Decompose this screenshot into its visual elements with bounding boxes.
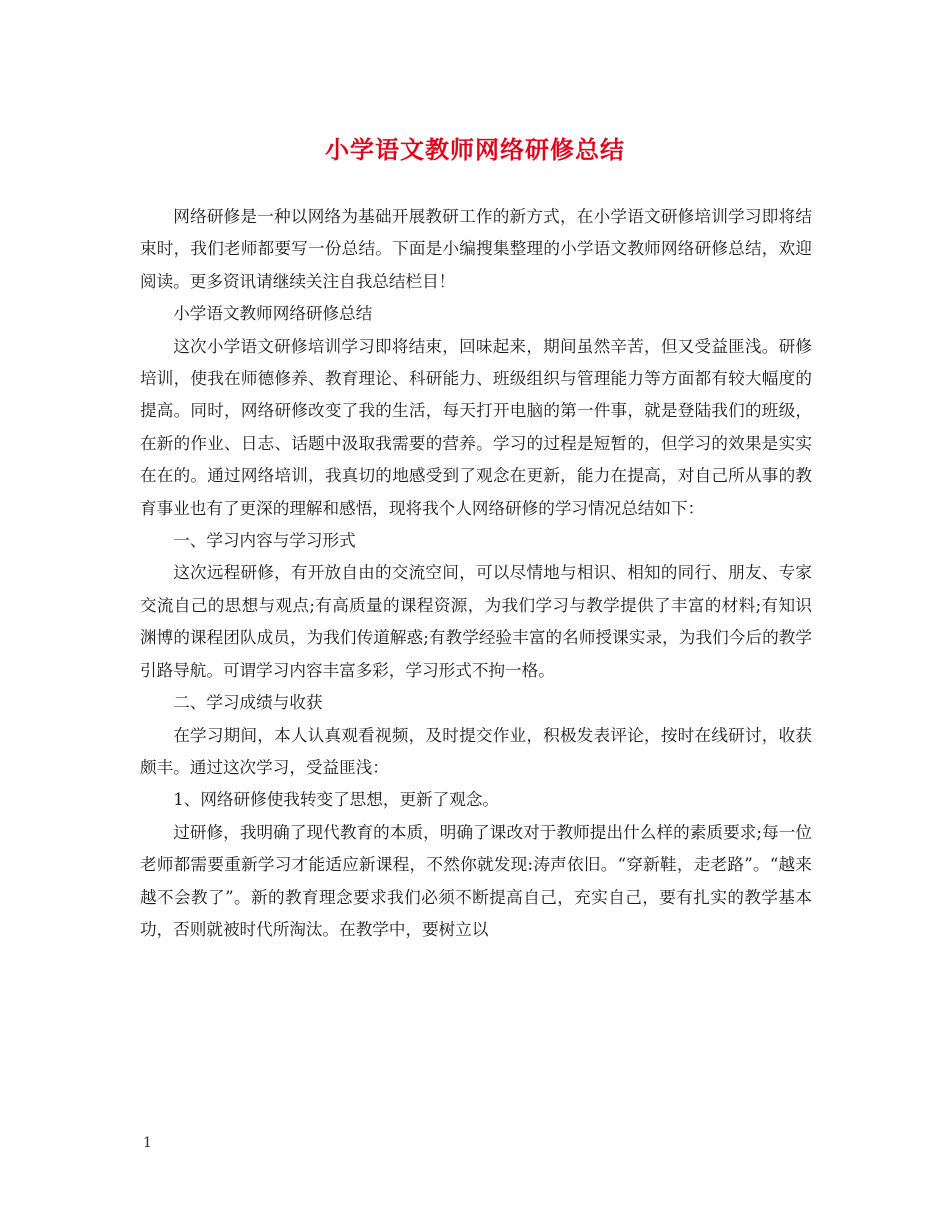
document-body: [140, 201, 812, 946]
section-heading-1: 一、学习内容与学习形式: [173, 531, 356, 551]
paragraph-intro: 网络研修是一种以网络为基础开展教研工作的新方式，在小学语文研修培训学习即将结束时，我们老师都要写一份总结。下面是小编搜集整理的小学语文教师网络研修总结，欢迎阅读。更多资讯请继续关注自我总结栏目！: [140, 207, 812, 291]
section-heading-2: 二、学习成绩与收获: [173, 693, 323, 713]
paragraph-subsection-1: 过研修，我明确了现代教育的本质，明确了课改对于教师提出什么样的素质要求;每一位老师都需要重新学习才能适应新课程，不然你就发现:涛声依旧。“穿新鞋，走老路”。“越来越不会教了”。新的教育理念要求我们必须不断提高自己，充实自己，要有扎实的教学基本功，否则就被时代所淘汰。在教学中，要树立以: [140, 822, 812, 939]
page-number: 1: [143, 1135, 152, 1151]
document-title: 小学语文教师网络研修总结: [325, 135, 625, 164]
subsection-heading-1: 1、网络研修使我转变了思想，更新了观念。: [173, 790, 500, 810]
paragraph-section-1: 这次远程研修，有开放自由的交流空间，可以尽情地与相识、相知的同行、朋友、专家交流自己的思想与观点;有高质量的课程资源，为我们学习与教学提供了丰富的材料;有知识渊博的课程团队成员，为我们传道解惑;有教学经验丰富的名师授课实录，为我们今后的教学引路导航。可谓学习内容丰富多彩，学习形式不拘一格。: [140, 563, 812, 680]
paragraph-overview: 这次小学语文研修培训学习即将结束，回味起来，期间虽然辛苦，但又受益匪浅。研修培训，使我在师德修养、教育理论、科研能力、班级组织与管理能力等方面都有较大幅度的提高。同时，网络研修改变了我的生活，每天打开电脑的第一件事，就是登陆我们的班级，在新的作业、日志、话题中汲取我需要的营养。学习的过程是短暂的，但学习的效果是实实在在的。通过网络培训，我真切的地感受到了观念在更新，能力在提高，对自己所从事的教育事业也有了更深的理解和感悟，现将我个人网络研修的学习情况总结如下：: [140, 336, 812, 518]
paragraph-section-2: 在学习期间，本人认真观看视频，及时提交作业，积极发表评论，按时在线研讨，收获颇丰。通过这次学习，受益匪浅：: [140, 725, 812, 777]
paragraph-subtitle: 小学语文教师网络研修总结: [173, 304, 373, 324]
